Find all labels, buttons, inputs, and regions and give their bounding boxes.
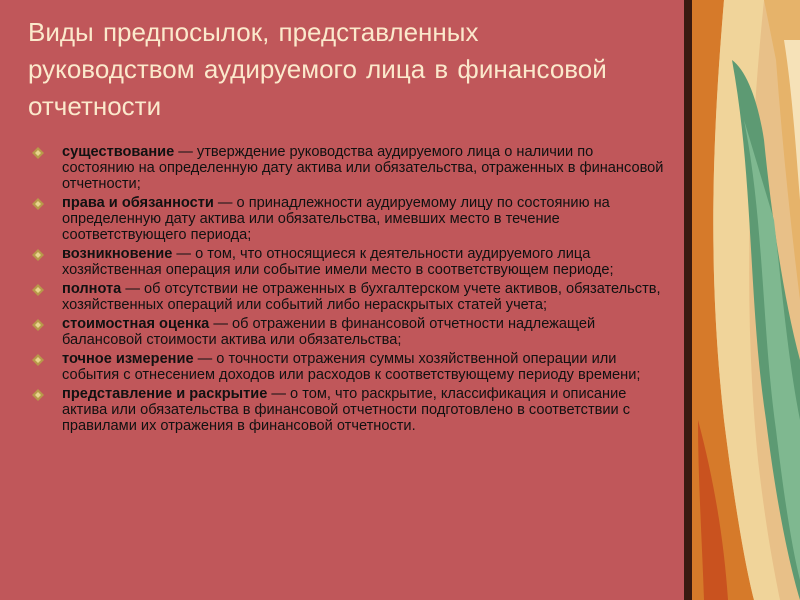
list-item bbox=[32, 316, 666, 348]
item-term: точное измерение bbox=[62, 351, 194, 367]
list-item bbox=[32, 144, 666, 192]
diamond-bullet-icon bbox=[32, 249, 44, 261]
item-term: существование bbox=[62, 144, 175, 160]
item-term: стоимостная оценка bbox=[62, 316, 210, 332]
list-item bbox=[32, 351, 666, 383]
item-text: — о точности отражения суммы хозяйственной операции или события с отнесением доходов или расходов к соответствующему периоду времени; bbox=[62, 351, 641, 383]
item-text: — утверждение руководства аудируемого лица о наличии по состоянию на определенную дату актива или обязательства, отраженных в финансовой отчетности; bbox=[62, 144, 664, 192]
diamond-bullet-icon bbox=[32, 284, 44, 296]
list-item bbox=[32, 386, 666, 434]
bullet-list bbox=[32, 144, 666, 437]
list-item bbox=[32, 246, 666, 278]
decorative-side-art bbox=[684, 0, 800, 600]
item-term: полнота bbox=[62, 281, 122, 297]
item-term: возникновение bbox=[62, 246, 173, 262]
item-term: представление и раскрытие bbox=[62, 386, 268, 402]
item-text: — о принадлежности аудируемому лицу по состоянию на определенную дату актива или обязательства, имевших место в течение соответствующего периода; bbox=[62, 195, 610, 243]
slide-title: Виды предпосылок, представленных руководством аудируемого лица в финансовой отчетности bbox=[28, 17, 607, 121]
diamond-bullet-icon bbox=[32, 147, 44, 159]
list-item bbox=[32, 281, 666, 313]
item-text: — об отражении в финансовой отчетности надлежащей балансовой стоимости актива или обязательства; bbox=[62, 316, 596, 348]
item-text: — об отсутствии не отраженных в бухгалтерском учете активов, обязательств, хозяйственных операций или событий либо нераскрытых статей учета; bbox=[62, 281, 661, 313]
list-item bbox=[32, 195, 666, 243]
diamond-bullet-icon bbox=[32, 354, 44, 366]
item-text: — о том, что относящиеся к деятельности аудируемого лица хозяйственная операция или событие имели место в соответствующем периоде; bbox=[62, 246, 614, 278]
item-text: — о том, что раскрытие, классификация и описание актива или обязательства в финансовой отчетности подготовлено в соответствии с правилами их отражения в финансовой отчетности. bbox=[62, 386, 631, 434]
item-term: права и обязанности bbox=[62, 195, 214, 211]
diamond-bullet-icon bbox=[32, 319, 44, 331]
diamond-bullet-icon bbox=[32, 198, 44, 210]
diamond-bullet-icon bbox=[32, 389, 44, 401]
